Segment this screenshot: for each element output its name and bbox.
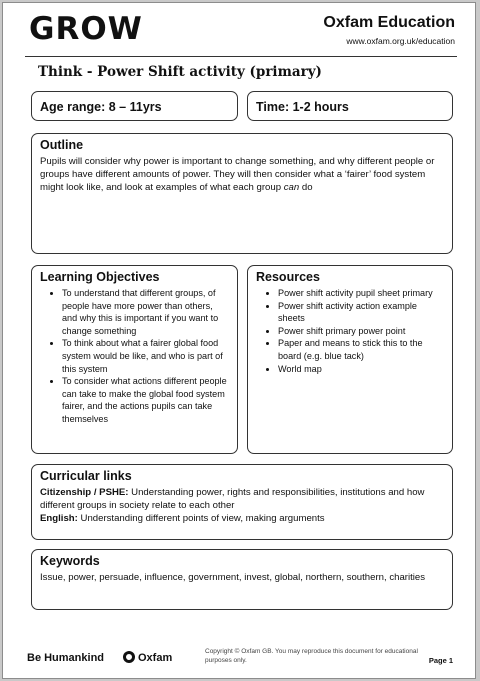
- resources-list: [256, 287, 444, 375]
- english-link: English: Understanding different points of view, making arguments: [40, 513, 325, 524]
- header-divider: [25, 56, 457, 57]
- keywords-box: [31, 549, 453, 610]
- list-item: • To think about what a fairer global food system would be like, and who is part of this system: [62, 337, 229, 375]
- be-humankind-logo: Be Humankind: [27, 652, 105, 664]
- list-item: • To consider what actions different people can take to make the global food system fairer, and the actions pupils can take themselves: [62, 375, 229, 425]
- oxfam-logo-icon: [123, 651, 135, 663]
- resources-heading: Resources: [256, 270, 320, 284]
- age-range: Age range: 8 – 11yrs: [40, 100, 162, 114]
- org-name: Oxfam Education: [323, 14, 455, 31]
- age-range-box: [31, 91, 238, 121]
- document-page: [2, 2, 476, 679]
- outline-heading: Outline: [40, 138, 84, 152]
- list-item: • World map: [278, 363, 444, 376]
- resources-box: [247, 265, 453, 454]
- page-title: Think - Power Shift activity (primary): [38, 64, 322, 80]
- outline-box: [31, 133, 453, 254]
- learning-objectives-list: [40, 287, 229, 426]
- list-item: • Power shift activity action example sheets: [278, 300, 444, 325]
- org-url[interactable]: www.oxfam.org.uk/education: [346, 36, 455, 46]
- learning-objectives-box: [31, 265, 238, 454]
- keywords-heading: Keywords: [40, 554, 100, 568]
- curricular-links-heading: Curricular links: [40, 469, 132, 483]
- list-item: • Power shift activity pupil sheet primary: [278, 287, 444, 300]
- curricular-links-box: [31, 464, 453, 540]
- keywords-text: Issue, power, persuade, influence, government, invest, global, northern, southern, charities: [40, 572, 426, 583]
- list-item: • Power shift primary power point: [278, 325, 444, 338]
- learning-objectives-heading: Learning Objectives: [40, 270, 160, 284]
- time-box: [247, 91, 453, 121]
- oxfam-logo-text: Oxfam: [138, 652, 173, 664]
- outline-text: Pupils will consider why power is important to change something, and why different people or groups have different amounts of power. They will then consider what a ‘fairer’ food system might look like, and look at examples of what each group can do: [40, 156, 435, 193]
- page-number: Page 1: [428, 656, 453, 665]
- page-header: [3, 3, 475, 55]
- citizenship-link: Citizenship / PSHE: Understanding power, rights and responsibilities, institutions and how different groups in society relate to each other: [40, 487, 425, 511]
- page-footer: [3, 643, 475, 678]
- copyright-notice: Copyright © Oxfam GB. You may reproduce this document for educational purposes only.: [205, 648, 418, 664]
- time: Time: 1-2 hours: [256, 100, 349, 114]
- list-item: • Paper and means to stick this to the board (e.g. blue tack): [278, 337, 444, 362]
- grow-logo: GROW: [29, 11, 143, 47]
- list-item: • To understand that different groups, of people have more power than others, and why this is important if you want to change something: [62, 287, 229, 337]
